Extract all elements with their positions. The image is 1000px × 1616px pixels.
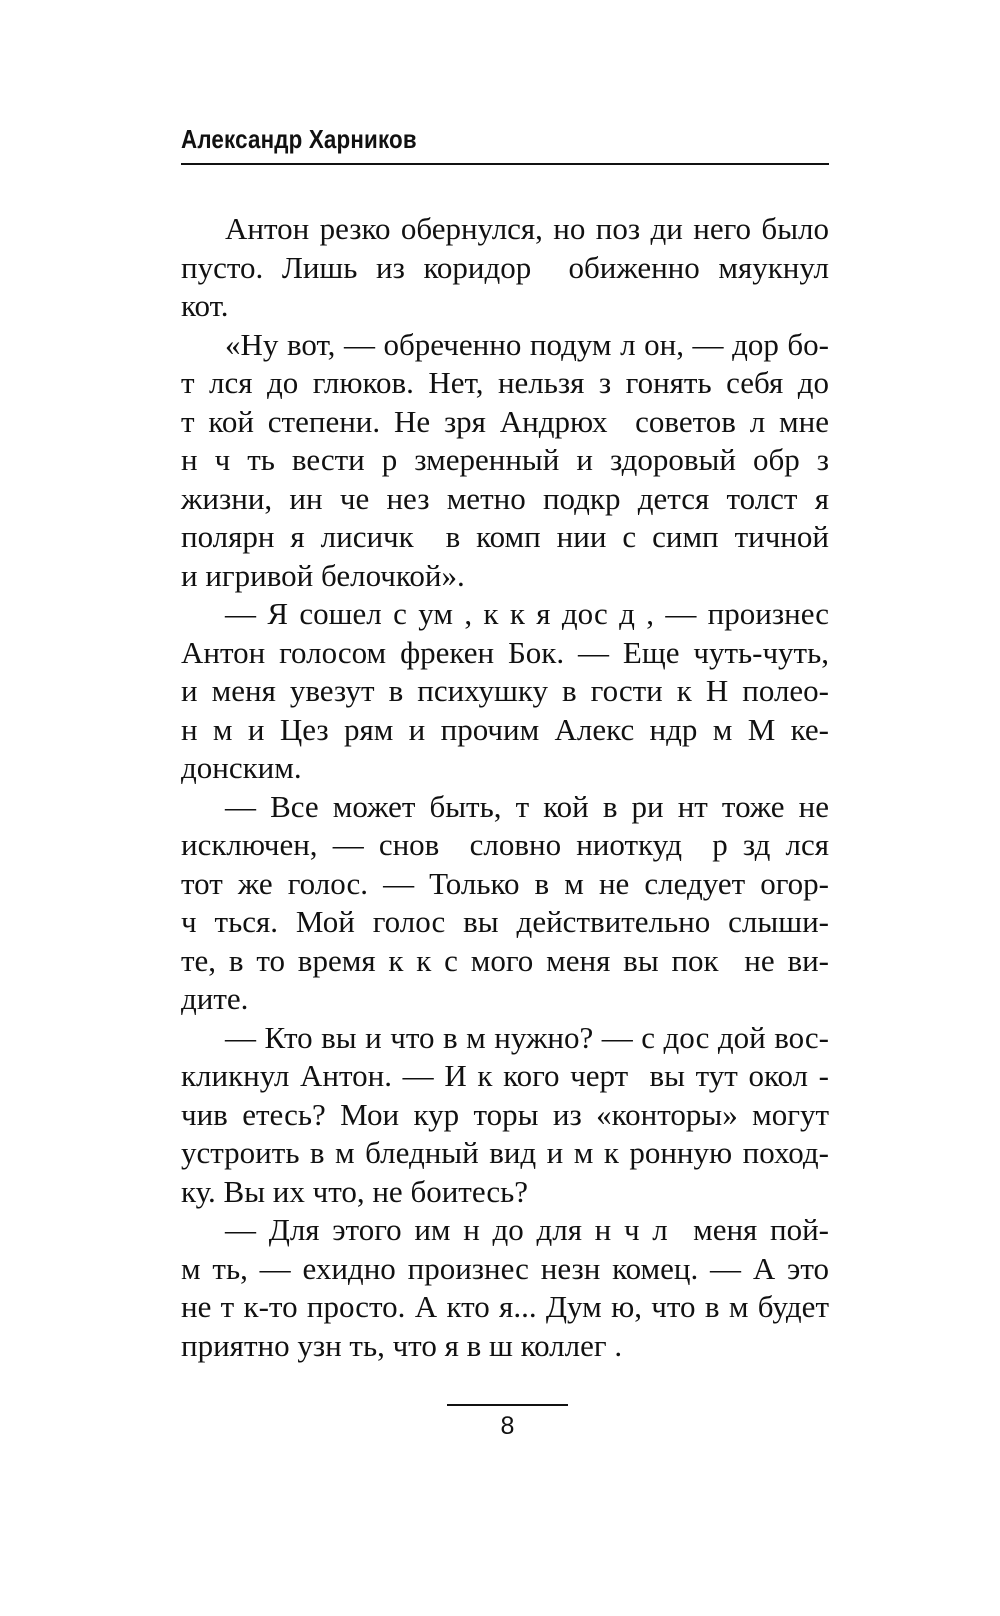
text-line: устроить в м бледный вид и м к ронную поход- bbox=[181, 1135, 829, 1170]
text-line: дите. bbox=[181, 981, 249, 1016]
text-line: — Я сошел с ум , к к я дос д , — произнес bbox=[225, 596, 829, 631]
text-line: полярн я лисичк в комп нии с симп тичной bbox=[181, 519, 829, 554]
text-line: кот. bbox=[181, 288, 229, 323]
page-number: 8 bbox=[500, 1412, 515, 1440]
text-line: и меня увезут в психушку в гости к Н полео- bbox=[181, 673, 829, 708]
body-text bbox=[181, 210, 829, 1365]
text-line: Антон резко обернулся, но поз ди него было bbox=[225, 211, 829, 246]
text-line: — Для этого им н до для н ч л меня пой- bbox=[225, 1212, 829, 1247]
text-line: донским. bbox=[181, 750, 302, 785]
text-line: н ч ть вести р змеренный и здоровый обр з bbox=[181, 442, 829, 477]
text-line: те, в то время к к с мого меня вы пок не ви- bbox=[181, 942, 829, 978]
text-line: ку. Вы их что, не боитесь? bbox=[181, 1173, 529, 1209]
text-line: Антон голосом фрекен Бок. — Еще чуть-чуть, bbox=[181, 634, 829, 670]
text-line: ч ться. Мой голос вы действительно слыши- bbox=[181, 904, 829, 939]
running-head: Александр Харников bbox=[181, 124, 417, 154]
text-line: пусто. Лишь из коридор обиженно мяукнул bbox=[181, 249, 829, 285]
text-line: чив етесь? Мои кур торы из «конторы» могут bbox=[181, 1096, 829, 1132]
text-line: исключен, — снов словно ниоткуд р зд лся bbox=[181, 827, 829, 862]
text-line: и игривой белочкой». bbox=[181, 557, 465, 593]
text-line: — Все может быть, т кой в ри нт тоже не bbox=[225, 788, 829, 824]
text-line: н м и Цез рям и прочим Алекс ндр м М ке- bbox=[181, 711, 829, 747]
text-line: т кой степени. Не зря Андрюх советов л мне bbox=[181, 403, 829, 439]
text-line: кликнул Антон. — И к кого черт вы тут окол - bbox=[181, 1058, 829, 1093]
text-line: «Ну вот, — обреченно подум л он, — дор бо- bbox=[225, 326, 829, 362]
text-line: — Кто вы и что в м нужно? — с дос дой вос- bbox=[225, 1019, 829, 1055]
text-line: приятно узн ть, что я в ш коллег . bbox=[181, 1327, 623, 1363]
text-line: жизни, ин че нез метно подкр дется толст я bbox=[181, 480, 829, 516]
text-line: тот же голос. — Только в м не следует огор- bbox=[181, 865, 829, 901]
text-line: не т к-то просто. А кто я... Дум ю, что в м будет bbox=[181, 1289, 829, 1324]
header-rule bbox=[181, 163, 829, 165]
text-line: м ть, — ехидно произнес незн комец. — А это bbox=[181, 1250, 829, 1286]
footer-rule bbox=[447, 1404, 568, 1406]
text-line: т лся до глюков. Нет, нельзя з гонять себя до bbox=[181, 365, 829, 400]
